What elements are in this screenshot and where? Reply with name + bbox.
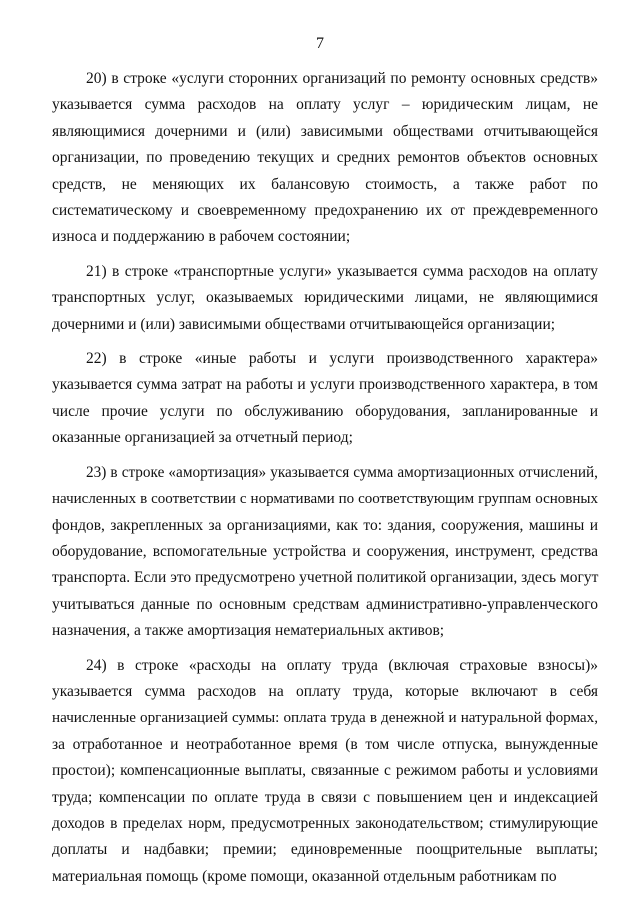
text-line: начисленные организацией суммы: оплата труда в денежной и натуральной формах, — [52, 710, 598, 727]
text-line: дочерними и (или) зависимыми обществами отчитывающейся организации; — [52, 315, 556, 333]
text-line: фондов, закрепленных за организациями, как то: здания, сооружения, машины и — [52, 516, 598, 534]
text-line: 23) в строке «амортизация» указывается сумма амортизационных отчислений, — [86, 463, 598, 481]
paragraph — [52, 259, 598, 338]
text-line: 21) в строке «транспортные услуги» указывается сумма расходов на оплату — [86, 262, 598, 280]
text-line: назначения, а также амортизация нематериальных активов; — [52, 622, 445, 640]
text-line: числе прочие услуги по обслуживанию оборудования, запланированные и — [52, 402, 598, 420]
text-line: износа и поддержанию в рабочем состоянии; — [52, 228, 351, 246]
text-line: 24) в строке «расходы на оплату труда (включая страховые взносы)» — [86, 656, 598, 674]
text-line: оказанные организацией за отчетный период; — [52, 429, 353, 447]
text-line: доплаты и надбавки; премии; единовременные поощрительные выплаты; — [52, 841, 598, 859]
text-line: материальная помощь (кроме помощи, оказанной отдельным работникам по — [52, 867, 557, 885]
text-line: труда; компенсации по оплате труда в связи с повышением цен и индексацией — [52, 788, 598, 806]
text-line: организации, по проведению текущих и средних ремонтов объектов основных — [52, 149, 598, 167]
paragraph — [52, 460, 598, 645]
document-body — [52, 66, 598, 898]
text-line: указывается сумма расходов на оплату труда, которые включают в себя — [52, 682, 598, 700]
text-line: учитываться данные по основным средствам административно-управленческого — [52, 595, 598, 613]
text-line: транспорта. Если это предусмотрено учетной политикой организации, здесь могут — [52, 569, 599, 587]
text-line: 22) в строке «иные работы и услуги производственного характера» — [86, 350, 598, 368]
paragraph — [52, 66, 598, 251]
text-line: средств, не меняющих их балансовую стоимость, а также работ по — [52, 175, 598, 193]
text-line: начисленных в соответствии с нормативами по соответствующим группам основных — [52, 491, 598, 508]
page-number: 7 — [316, 35, 324, 52]
text-line: указывается сумма затрат на работы и услуги производственного характера, в том — [52, 376, 598, 394]
text-line: являющимися дочерними и (или) зависимыми обществами отчитывающейся — [52, 122, 598, 140]
paragraph — [52, 653, 598, 891]
text-line: простои); компенсационные выплаты, связанные с режимом работы и условиями — [52, 762, 598, 780]
paragraph — [52, 346, 598, 452]
text-line: транспортных услуг, оказываемых юридическими лицами, не являющимися — [52, 289, 598, 307]
text-line: за отработанное и неотработанное время (в том числе отпуска, вынужденные — [52, 735, 598, 753]
text-line: доходов в пределах норм, предусмотренных законодательством; стимулирующие — [52, 814, 598, 832]
text-line: 20) в строке «услуги сторонних организаций по ремонту основных средств» — [86, 70, 598, 87]
text-line: оборудование, вспомогательные устройства и сооружения, инструмент, средства — [52, 542, 598, 560]
text-line: систематическому и своевременному предохранению их от преждевременного — [52, 202, 598, 220]
text-line: указывается сумма расходов на оплату услуг – юридическим лицам, не — [52, 96, 598, 114]
